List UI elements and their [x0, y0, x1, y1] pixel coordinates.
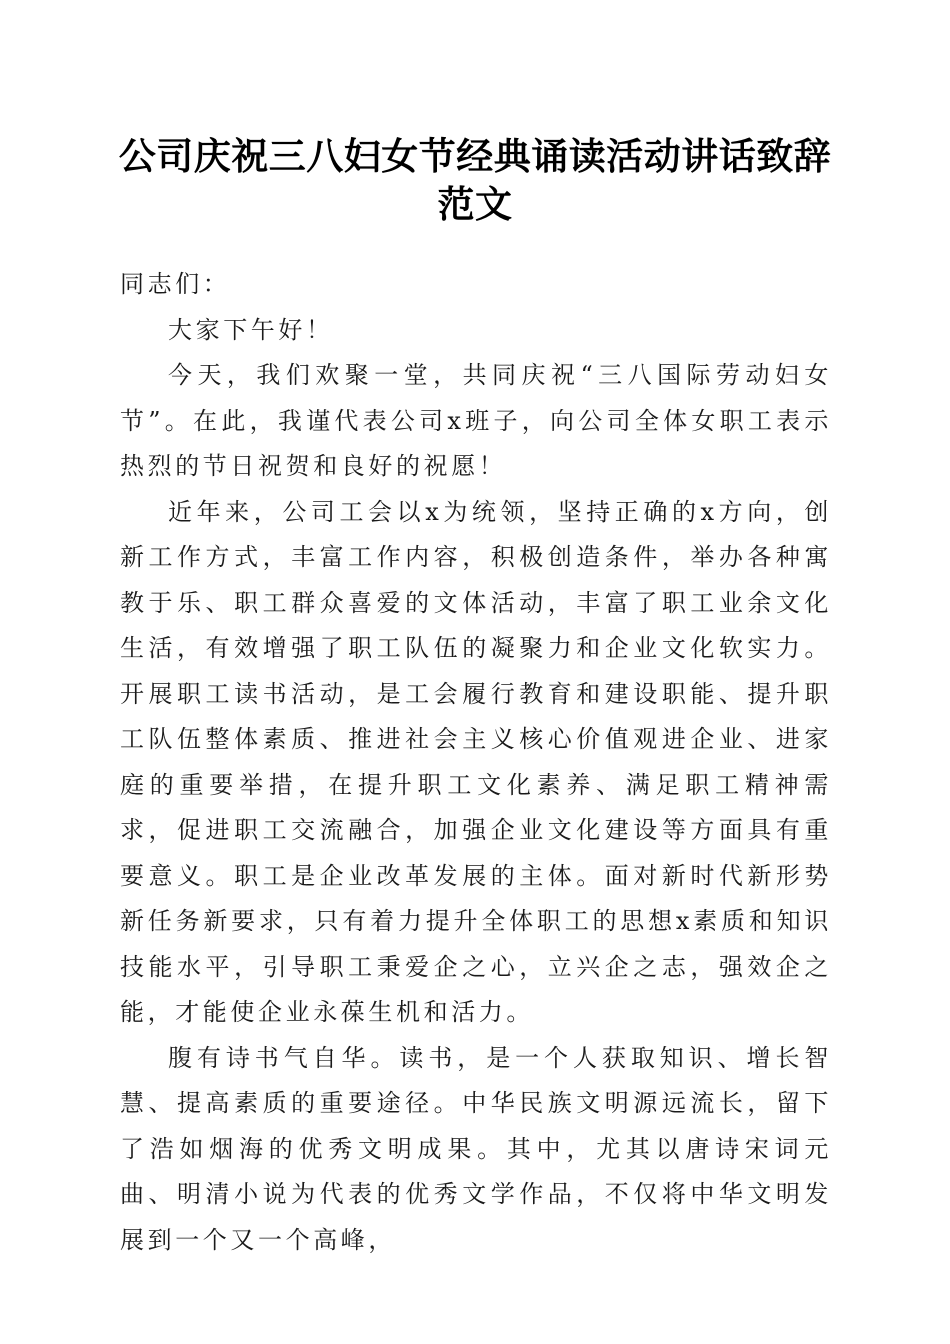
document-body — [120, 262, 832, 1263]
salutation: 同志们： — [120, 270, 231, 298]
paragraph-celebration: 今天，我们欢聚一堂，共同庆祝“三八国际劳动妇女节”。在此，我谨代表公司x班子，向公司全体女职工表示热烈的节日祝贺和良好的祝愿！ — [120, 361, 832, 480]
document-title: 公司庆祝三八妇女节经典诵读活动讲话致辞范文 — [118, 134, 832, 226]
paragraph-union-work: 近年来，公司工会以x为统领，坚持正确的x方向，创新工作方式，丰富工作内容，积极创造条件，举办各种寓教于乐、职工群众喜爱的文体活动，丰富了职工业余文化生活，有效增强了职工队伍的凝聚力和企业文化软实力。开展职工读书活动，是工会履行教育和建设职能、提升职工队伍整体素质、推进社会主义核心价值观进企业、进家庭的重要举措，在提升职工文化素养、满足职工精神需求，促进职工交流融合，加强企业文化建设等方面具有重要意义。职工是企业改革发展的主体。面对新时代新形势新任务新要求，只有着力提升全体职工的思想x素质和知识技能水平，引导职工秉爱企之心，立兴企之志，强效企之能，才能使企业永葆生机和活力。 — [120, 497, 832, 1026]
paragraph-reading: 腹有诗书气自华。读书，是一个人获取知识、增长智慧、提高素质的重要途径。中华民族文明源远流长，留下了浩如烟海的优秀文明成果。其中，尤其以唐诗宋词元曲、明清小说为代表的优秀文学作品，不仅将中华文明发展到一个又一个高峰， — [120, 1043, 832, 1254]
paragraph-greeting: 大家下午好！ — [168, 315, 334, 344]
